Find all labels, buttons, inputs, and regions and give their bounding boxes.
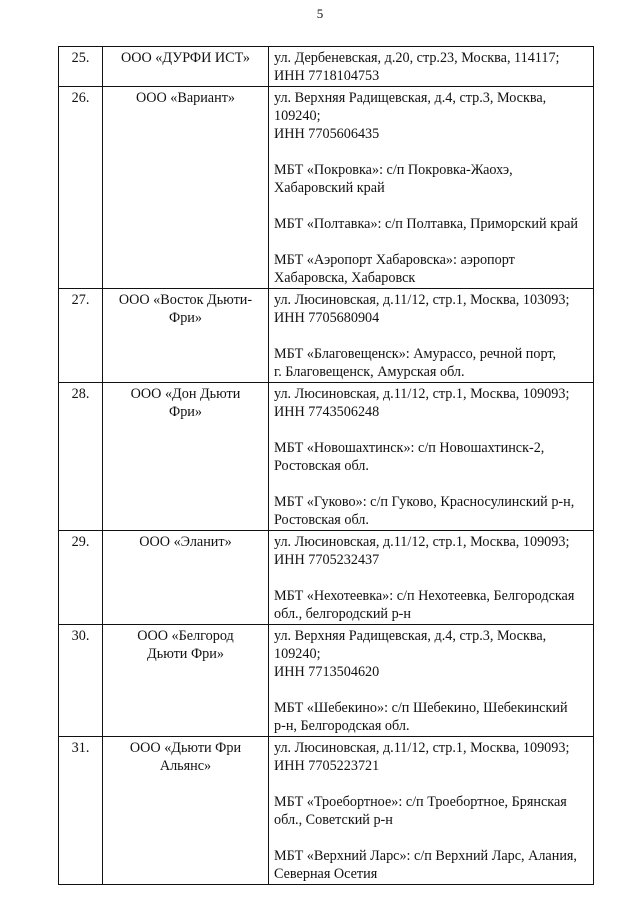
page-number: 5 [316, 6, 324, 21]
customs-post-line: обл., Советский р-н [274, 812, 393, 828]
company-name-line: ООО «Дон Дьюти [130, 386, 241, 402]
address-line: ул. Дербеневская, д.20, стр.23, Москва, 114117; [274, 50, 560, 66]
company-name-cell [103, 531, 269, 625]
address-line: ул. Верхняя Радищевская, д.4, стр.3, Москва, [274, 90, 547, 106]
block-spacer [274, 475, 588, 493]
address-line: ул. Люсиновская, д.11/12, стр.1, Москва, 103093; [274, 292, 570, 308]
company-name-line: ООО «Вариант» [135, 90, 235, 106]
address-line: ул. Верхняя Радищевская, д.4, стр.3, Москва, [274, 628, 547, 644]
company-name-cell [103, 737, 269, 885]
company-name-line: ООО «Дьюти Фри [129, 740, 242, 756]
company-name-cell [103, 383, 269, 531]
address-cell [269, 47, 594, 87]
block-spacer [274, 829, 588, 847]
company-name-line: Фри» [169, 404, 202, 420]
customs-post-line: р-н, Белгородская обл. [274, 718, 410, 734]
row-number: 29. [59, 531, 103, 625]
customs-post-line: Северная Осетия [274, 866, 378, 882]
row-number: 30. [59, 625, 103, 737]
address-line: ИНН 7705232437 [274, 552, 380, 568]
customs-post-line: МБТ «Нехотеевка»: с/п Нехотеевка, Белгородская [274, 588, 575, 604]
block-spacer [274, 143, 588, 161]
customs-post-line: МБТ «Покровка»: с/п Покровка-Жаохэ, [274, 162, 513, 178]
customs-post-line: МБТ «Гуково»: с/п Гуково, Красносулинский р-н, [274, 494, 575, 510]
address-line: ИНН 7743506248 [274, 404, 380, 420]
block-spacer [274, 775, 588, 793]
row-number: 25. [59, 47, 103, 87]
table-row [59, 625, 594, 737]
table-row [59, 289, 594, 383]
company-name-line: ООО «ДУРФИ ИСТ» [120, 50, 251, 66]
company-name-line: ООО «Восток Дьюти- [118, 292, 253, 308]
company-name-cell [103, 289, 269, 383]
block-spacer [274, 421, 588, 439]
block-spacer [274, 233, 588, 251]
address-line: ИНН 7705606435 [274, 126, 380, 142]
customs-post-line: Ростовская обл. [274, 512, 369, 528]
table-row [59, 383, 594, 531]
address-cell [269, 625, 594, 737]
company-name-line: Дьюти Фри» [147, 646, 224, 662]
address-cell [269, 289, 594, 383]
table-row [59, 87, 594, 289]
company-name-cell [103, 625, 269, 737]
customs-post-line: МБТ «Аэропорт Хабаровска»: аэропорт [274, 252, 515, 268]
customs-post-line: МБТ «Полтавка»: с/п Полтавка, Приморский край [274, 216, 578, 232]
customs-post-line: Хабаровска, Хабаровск [274, 270, 416, 286]
address-line: ИНН 7713504620 [274, 664, 380, 680]
customs-post-line: МБТ «Новошахтинск»: с/п Новошахтинск-2, [274, 440, 545, 456]
customs-post-line: обл., белгородский р-н [274, 606, 411, 622]
table-row [59, 531, 594, 625]
customs-post-line: МБТ «Благовещенск»: Амурассо, речной порт, [274, 346, 557, 362]
company-name-cell [103, 47, 269, 87]
address-line: ИНН 7718104753 [274, 68, 380, 84]
block-spacer [274, 681, 588, 699]
address-line: ул. Люсиновская, д.11/12, стр.1, Москва, 109093; [274, 386, 570, 402]
customs-post-line: МБТ «Троебортное»: с/п Троебортное, Брянская [274, 794, 567, 810]
block-spacer [274, 197, 588, 215]
row-number: 27. [59, 289, 103, 383]
company-name-line: ООО «Белгород [137, 628, 234, 644]
address-line: ИНН 7705680904 [274, 310, 380, 326]
registry-table [58, 46, 594, 885]
table-body [59, 47, 594, 885]
company-name-line: ООО «Эланит» [139, 534, 232, 550]
customs-post-line: МБТ «Шебекино»: с/п Шебекино, Шебекинский [274, 700, 568, 716]
address-line: ИНН 7705223721 [274, 758, 380, 774]
row-number: 26. [59, 87, 103, 289]
table-row [59, 737, 594, 885]
company-name-cell [103, 87, 269, 289]
address-cell [269, 87, 594, 289]
block-spacer [274, 327, 588, 345]
row-number: 31. [59, 737, 103, 885]
block-spacer [274, 569, 588, 587]
address-line: ул. Люсиновская, д.11/12, стр.1, Москва, 109093; [274, 740, 570, 756]
address-line: 109240; [274, 646, 321, 662]
address-line: ул. Люсиновская, д.11/12, стр.1, Москва, 109093; [274, 534, 570, 550]
row-number: 28. [59, 383, 103, 531]
company-name-line: Фри» [169, 310, 202, 326]
address-cell [269, 737, 594, 885]
customs-post-line: Ростовская обл. [274, 458, 369, 474]
address-line: 109240; [274, 108, 321, 124]
address-cell [269, 531, 594, 625]
company-name-line: Альянс» [159, 758, 212, 774]
customs-post-line: г. Благовещенск, Амурская обл. [274, 364, 465, 380]
customs-post-line: МБТ «Верхний Ларс»: с/п Верхний Ларс, Алания, [274, 848, 577, 864]
address-cell [269, 383, 594, 531]
table-row [59, 47, 594, 87]
customs-post-line: Хабаровский край [274, 180, 385, 196]
